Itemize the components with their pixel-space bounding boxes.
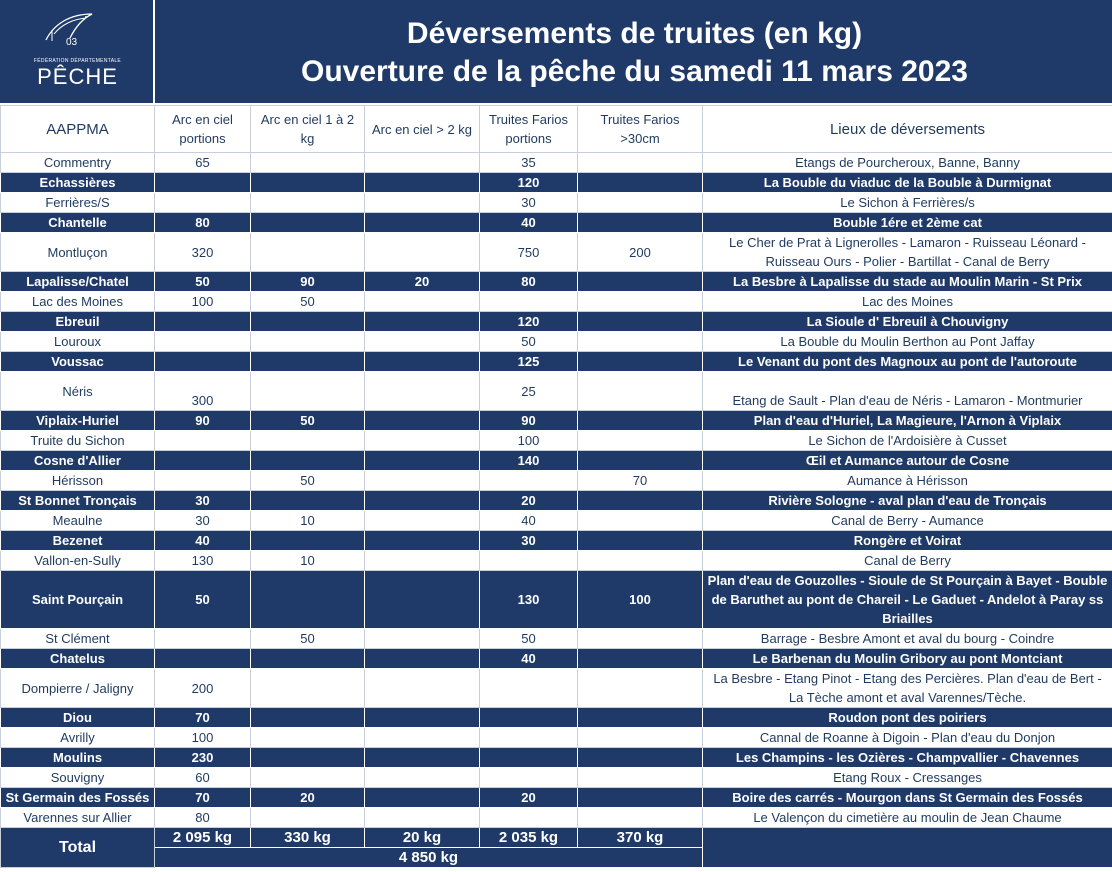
table-header-row	[1, 106, 1112, 153]
cell-arc-portions: 100	[155, 292, 251, 312]
cell-aappma: Diou	[1, 708, 155, 728]
table-row	[1, 153, 1112, 173]
page-title	[157, 15, 1112, 91]
total-arc-portions: 2 095 kg	[155, 828, 251, 848]
cell-arc-1-2kg: 50	[251, 411, 365, 431]
cell-farios-portions: 120	[480, 312, 578, 332]
cell-farios-portions: 130	[480, 571, 578, 629]
cell-arc-2kg	[365, 173, 480, 193]
cell-arc-1-2kg	[251, 173, 365, 193]
cell-aappma: Ferrières/S	[1, 193, 155, 213]
cell-arc-1-2kg	[251, 193, 365, 213]
cell-arc-1-2kg: 50	[251, 629, 365, 649]
cell-arc-portions	[155, 471, 251, 491]
cell-arc-1-2kg	[251, 669, 365, 708]
cell-arc-1-2kg	[251, 352, 365, 372]
cell-aappma: Bezenet	[1, 531, 155, 551]
cell-lieu: Boire des carrés - Mourgon dans St Germain des Fossés	[703, 788, 1112, 808]
cell-lieu: La Bouble du Moulin Berthon au Pont Jaffay	[703, 332, 1112, 352]
cell-arc-2kg	[365, 153, 480, 173]
cell-farios-portions: 50	[480, 629, 578, 649]
cell-lieu: Lac des Moines	[703, 292, 1112, 312]
cell-arc-portions	[155, 173, 251, 193]
cell-farios-30cm	[578, 649, 703, 669]
col-lieux: Lieux de déversements	[703, 106, 1112, 153]
cell-arc-portions: 80	[155, 213, 251, 233]
table-row	[1, 213, 1112, 233]
cell-lieu: Plan d'eau de Gouzolles - Sioule de St Pourçain à Bayet - Bouble de Baruthet au pont de Chareil - Le Gaduet - Andelot à Paray ss Briailles	[703, 571, 1112, 629]
cell-arc-portions: 70	[155, 788, 251, 808]
table-row	[1, 748, 1112, 768]
cell-arc-2kg	[365, 649, 480, 669]
cell-arc-1-2kg: 90	[251, 272, 365, 292]
table-body	[1, 153, 1112, 828]
cell-farios-portions: 30	[480, 193, 578, 213]
cell-arc-2kg	[365, 768, 480, 788]
cell-arc-2kg	[365, 233, 480, 272]
cell-farios-30cm	[578, 788, 703, 808]
cell-arc-2kg	[365, 788, 480, 808]
cell-lieu: Le Sichon de l'Ardoisière à Cusset	[703, 431, 1112, 451]
cell-arc-1-2kg	[251, 213, 365, 233]
cell-lieu: La Besbre à Lapalisse du stade au Moulin Marin - St Prix	[703, 272, 1112, 292]
cell-aappma: Voussac	[1, 352, 155, 372]
title-line-2: Ouverture de la pêche du samedi 11 mars 2023	[300, 55, 968, 88]
cell-farios-30cm	[578, 153, 703, 173]
table-row	[1, 708, 1112, 728]
cell-aappma: St Bonnet Tronçais	[1, 491, 155, 511]
table-row	[1, 272, 1112, 292]
cell-farios-30cm	[578, 768, 703, 788]
cell-aappma: St Clément	[1, 629, 155, 649]
cell-aappma: Chantelle	[1, 213, 155, 233]
cell-arc-2kg	[365, 511, 480, 531]
cell-farios-30cm	[578, 431, 703, 451]
cell-arc-portions	[155, 312, 251, 332]
table-row	[1, 551, 1112, 571]
cell-farios-portions: 125	[480, 352, 578, 372]
table-row	[1, 372, 1112, 411]
cell-farios-portions: 25	[480, 372, 578, 411]
cell-lieu: Etangs de Pourcheroux, Banne, Banny	[703, 153, 1112, 173]
table-row	[1, 193, 1112, 213]
cell-farios-30cm	[578, 292, 703, 312]
total-farios-portions: 2 035 kg	[480, 828, 578, 848]
cell-farios-30cm	[578, 272, 703, 292]
cell-arc-portions: 65	[155, 153, 251, 173]
cell-lieu: Rongère et Voirat	[703, 531, 1112, 551]
cell-arc-portions: 100	[155, 728, 251, 748]
cell-farios-portions	[480, 471, 578, 491]
cell-farios-30cm	[578, 669, 703, 708]
cell-arc-2kg	[365, 292, 480, 312]
col-arc-1-2kg: Arc en ciel 1 à 2 kg	[251, 106, 365, 153]
cell-arc-2kg	[365, 372, 480, 411]
cell-arc-1-2kg	[251, 531, 365, 551]
cell-farios-portions: 35	[480, 153, 578, 173]
cell-arc-1-2kg	[251, 233, 365, 272]
cell-farios-portions	[480, 808, 578, 828]
col-arc-2kg: Arc en ciel > 2 kg	[365, 106, 480, 153]
cell-aappma: Saint Pourçain	[1, 571, 155, 629]
cell-arc-portions	[155, 451, 251, 471]
cell-arc-portions: 40	[155, 531, 251, 551]
cell-arc-portions	[155, 193, 251, 213]
total-lieux-blank	[703, 828, 1112, 868]
logo-federation-text: FÉDÉRATION DÉPARTEMENTALE	[33, 58, 122, 64]
cell-lieu: Aumance à Hérisson	[703, 471, 1112, 491]
cell-farios-portions	[480, 292, 578, 312]
table-row	[1, 431, 1112, 451]
cell-farios-30cm: 70	[578, 471, 703, 491]
col-farios-portions: Truites Farios portions	[480, 106, 578, 153]
cell-farios-portions	[480, 728, 578, 748]
total-row	[1, 828, 1112, 848]
cell-farios-30cm	[578, 451, 703, 471]
cell-farios-portions: 120	[480, 173, 578, 193]
cell-aappma: Hérisson	[1, 471, 155, 491]
table-row	[1, 649, 1112, 669]
cell-arc-portions: 70	[155, 708, 251, 728]
cell-arc-1-2kg: 10	[251, 511, 365, 531]
cell-aappma: Avrilly	[1, 728, 155, 748]
cell-arc-portions	[155, 332, 251, 352]
cell-lieu: La Besbre - Etang Pinot - Etang des Percières. Plan d'eau de Bert - La Tèche amont et aval Varennes/Tèche.	[703, 669, 1112, 708]
cell-arc-2kg	[365, 332, 480, 352]
cell-aappma: Truite du Sichon	[1, 431, 155, 451]
cell-lieu: Les Champins - les Ozières - Champvallier - Chavennes	[703, 748, 1112, 768]
cell-farios-30cm: 200	[578, 233, 703, 272]
cell-arc-portions: 50	[155, 272, 251, 292]
cell-aappma: Commentry	[1, 153, 155, 173]
table-row	[1, 312, 1112, 332]
table-row	[1, 511, 1112, 531]
cell-farios-portions	[480, 551, 578, 571]
cell-farios-portions: 30	[480, 531, 578, 551]
cell-arc-1-2kg	[251, 808, 365, 828]
cell-arc-1-2kg: 20	[251, 788, 365, 808]
cell-farios-30cm	[578, 332, 703, 352]
cell-arc-portions: 90	[155, 411, 251, 431]
cell-aappma: Meaulne	[1, 511, 155, 531]
cell-farios-30cm	[578, 708, 703, 728]
cell-aappma: Ebreuil	[1, 312, 155, 332]
cell-aappma: Dompierre / Jaligny	[1, 669, 155, 708]
cell-farios-30cm	[578, 491, 703, 511]
cell-arc-portions	[155, 629, 251, 649]
cell-farios-portions: 90	[480, 411, 578, 431]
title-line-1: Déversements de truites (en kg)	[406, 17, 863, 50]
table-row	[1, 173, 1112, 193]
cell-lieu: Bouble 1ére et 2ème cat	[703, 213, 1112, 233]
cell-arc-1-2kg: 50	[251, 471, 365, 491]
col-aappma: AAPPMA	[1, 106, 155, 153]
cell-arc-portions: 80	[155, 808, 251, 828]
cell-arc-2kg	[365, 808, 480, 828]
cell-farios-portions: 80	[480, 272, 578, 292]
cell-arc-1-2kg	[251, 649, 365, 669]
cell-lieu: Cannal de Roanne à Digoin - Plan d'eau du Donjon	[703, 728, 1112, 748]
cell-lieu: Barrage - Besbre Amont et aval du bourg - Coindre	[703, 629, 1112, 649]
cell-arc-2kg	[365, 551, 480, 571]
cell-arc-2kg	[365, 471, 480, 491]
total-farios-30cm: 370 kg	[578, 828, 703, 848]
table-row	[1, 788, 1112, 808]
table-row	[1, 451, 1112, 471]
header-banner	[0, 0, 1112, 105]
cell-lieu: La Bouble du viaduc de la Bouble à Durmignat	[703, 173, 1112, 193]
deversements-table	[0, 105, 1112, 868]
cell-farios-30cm	[578, 531, 703, 551]
cell-arc-portions: 30	[155, 511, 251, 531]
cell-farios-portions: 20	[480, 788, 578, 808]
cell-lieu: Etang de Sault - Plan d'eau de Néris - Lamaron - Montmurier	[703, 372, 1112, 411]
cell-farios-portions: 40	[480, 213, 578, 233]
cell-farios-30cm	[578, 748, 703, 768]
cell-arc-portions: 200	[155, 669, 251, 708]
cell-farios-30cm	[578, 372, 703, 411]
cell-arc-portions: 300	[155, 372, 251, 411]
cell-arc-1-2kg	[251, 748, 365, 768]
cell-arc-2kg	[365, 193, 480, 213]
total-arc-2kg: 20 kg	[365, 828, 480, 848]
cell-lieu: La Sioule d' Ebreuil à Chouvigny	[703, 312, 1112, 332]
cell-arc-portions: 230	[155, 748, 251, 768]
col-arc-portions: Arc en ciel portions	[155, 106, 251, 153]
cell-aappma: Montluçon	[1, 233, 155, 272]
grand-total: 4 850 kg	[155, 848, 703, 868]
cell-farios-portions	[480, 708, 578, 728]
cell-arc-2kg	[365, 352, 480, 372]
cell-arc-1-2kg	[251, 728, 365, 748]
table-row	[1, 332, 1112, 352]
cell-lieu: Canal de Berry - Aumance	[703, 511, 1112, 531]
cell-farios-portions	[480, 748, 578, 768]
cell-lieu: Etang Roux - Cressanges	[703, 768, 1112, 788]
cell-farios-portions: 20	[480, 491, 578, 511]
cell-arc-portions	[155, 352, 251, 372]
cell-lieu: Canal de Berry	[703, 551, 1112, 571]
cell-farios-portions: 40	[480, 649, 578, 669]
cell-lieu: Rivière Sologne - aval plan d'eau de Tronçais	[703, 491, 1112, 511]
cell-aappma: Louroux	[1, 332, 155, 352]
cell-farios-portions	[480, 768, 578, 788]
cell-arc-2kg	[365, 491, 480, 511]
cell-farios-portions: 40	[480, 511, 578, 531]
federation-logo	[0, 0, 155, 103]
table-row	[1, 728, 1112, 748]
cell-lieu: Le Cher de Prat à Lignerolles - Lamaron - Ruisseau Léonard - Ruisseau Ours - Polier - Bartillat - Canal de Berry	[703, 233, 1112, 272]
table-row	[1, 233, 1112, 272]
logo-department: 03	[66, 37, 78, 48]
cell-farios-30cm	[578, 808, 703, 828]
cell-arc-1-2kg	[251, 571, 365, 629]
cell-arc-2kg	[365, 571, 480, 629]
cell-lieu: Le Barbenan du Moulin Gribory au pont Montciant	[703, 649, 1112, 669]
cell-arc-1-2kg	[251, 451, 365, 471]
cell-lieu: Œil et Aumance autour de Cosne	[703, 451, 1112, 471]
cell-arc-2kg	[365, 431, 480, 451]
cell-arc-1-2kg	[251, 372, 365, 411]
cell-farios-30cm	[578, 629, 703, 649]
table-row	[1, 808, 1112, 828]
cell-arc-portions: 130	[155, 551, 251, 571]
cell-arc-portions: 60	[155, 768, 251, 788]
cell-aappma: Souvigny	[1, 768, 155, 788]
cell-arc-1-2kg	[251, 768, 365, 788]
cell-aappma: Lapalisse/Chatel	[1, 272, 155, 292]
cell-arc-2kg	[365, 629, 480, 649]
cell-farios-30cm	[578, 312, 703, 332]
cell-aappma: Chatelus	[1, 649, 155, 669]
table-row	[1, 531, 1112, 551]
logo-brand: PÊCHE	[37, 64, 118, 89]
cell-arc-2kg	[365, 531, 480, 551]
cell-farios-30cm	[578, 511, 703, 531]
cell-aappma: Cosne d'Allier	[1, 451, 155, 471]
cell-farios-portions	[480, 669, 578, 708]
cell-arc-portions: 30	[155, 491, 251, 511]
cell-aappma: Varennes sur Allier	[1, 808, 155, 828]
table-row	[1, 571, 1112, 629]
cell-aappma: Lac des Moines	[1, 292, 155, 312]
cell-aappma: St Germain des Fossés	[1, 788, 155, 808]
cell-arc-2kg	[365, 451, 480, 471]
table-row	[1, 768, 1112, 788]
cell-arc-2kg	[365, 213, 480, 233]
col-farios-30cm: Truites Farios >30cm	[578, 106, 703, 153]
cell-arc-portions	[155, 649, 251, 669]
cell-lieu: Le Venant du pont des Magnoux au pont de l'autoroute	[703, 352, 1112, 372]
cell-arc-1-2kg: 50	[251, 292, 365, 312]
cell-farios-portions: 140	[480, 451, 578, 471]
cell-farios-portions: 100	[480, 431, 578, 451]
cell-lieu: Roudon pont des poiriers	[703, 708, 1112, 728]
total-label: Total	[1, 828, 155, 868]
cell-lieu: Le Sichon à Ferrières/s	[703, 193, 1112, 213]
cell-arc-portions: 320	[155, 233, 251, 272]
cell-farios-30cm	[578, 213, 703, 233]
cell-farios-30cm	[578, 411, 703, 431]
table-row	[1, 669, 1112, 708]
cell-farios-30cm	[578, 352, 703, 372]
cell-aappma: Néris	[1, 372, 155, 411]
cell-farios-portions: 50	[480, 332, 578, 352]
cell-arc-portions: 50	[155, 571, 251, 629]
table-row	[1, 411, 1112, 431]
cell-arc-1-2kg	[251, 431, 365, 451]
cell-aappma: Moulins	[1, 748, 155, 768]
table-row	[1, 491, 1112, 511]
cell-farios-30cm	[578, 173, 703, 193]
cell-aappma: Echassières	[1, 173, 155, 193]
cell-arc-2kg	[365, 411, 480, 431]
cell-farios-30cm: 100	[578, 571, 703, 629]
table-row	[1, 629, 1112, 649]
cell-arc-2kg	[365, 748, 480, 768]
table-row	[1, 352, 1112, 372]
cell-arc-1-2kg: 10	[251, 551, 365, 571]
cell-arc-1-2kg	[251, 312, 365, 332]
cell-farios-30cm	[578, 193, 703, 213]
cell-arc-1-2kg	[251, 332, 365, 352]
cell-aappma: Viplaix-Huriel	[1, 411, 155, 431]
cell-arc-1-2kg	[251, 491, 365, 511]
cell-lieu: Le Valençon du cimetière au moulin de Jean Chaume	[703, 808, 1112, 828]
cell-arc-1-2kg	[251, 708, 365, 728]
cell-arc-2kg	[365, 312, 480, 332]
cell-aappma: Vallon-en-Sully	[1, 551, 155, 571]
cell-arc-2kg	[365, 728, 480, 748]
cell-farios-30cm	[578, 551, 703, 571]
cell-arc-2kg	[365, 708, 480, 728]
table-row	[1, 471, 1112, 491]
total-arc-1-2kg: 330 kg	[251, 828, 365, 848]
cell-lieu: Plan d'eau d'Huriel, La Magieure, l'Arnon à Viplaix	[703, 411, 1112, 431]
cell-arc-portions	[155, 431, 251, 451]
cell-arc-2kg	[365, 669, 480, 708]
cell-farios-portions: 750	[480, 233, 578, 272]
cell-arc-1-2kg	[251, 153, 365, 173]
cell-arc-2kg: 20	[365, 272, 480, 292]
table-row	[1, 292, 1112, 312]
cell-farios-30cm	[578, 728, 703, 748]
